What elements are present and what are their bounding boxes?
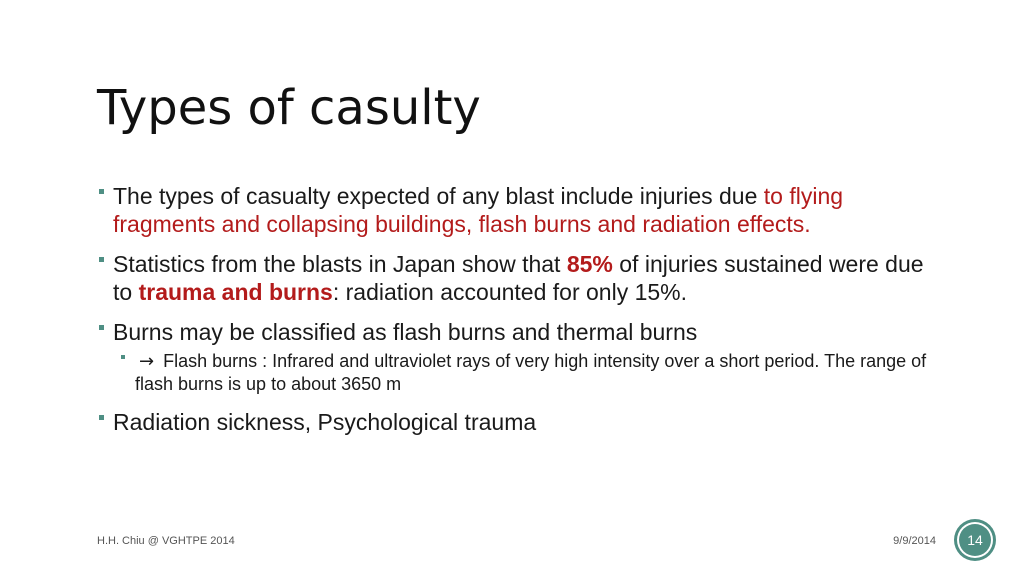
footer-date: 9/9/2014 <box>893 535 936 547</box>
bullet-text: The types of casualty expected of any blast include injuries due <box>113 183 764 209</box>
bullet-text: Burns may be classified as flash burns and thermal burns <box>113 319 698 345</box>
footer-author: H.H. Chiu @ VGHTPE 2014 <box>97 535 235 547</box>
bullet-marker <box>99 415 104 420</box>
highlight-text: to flying fragments and collapsing buildings, flash burns and radiation effects. <box>113 183 844 237</box>
bullet-marker <box>99 257 104 262</box>
bullet-list <box>97 182 937 448</box>
bullet-marker <box>99 189 104 194</box>
bullet-radiation-sickness <box>97 408 937 436</box>
bullet-casualty-types <box>97 182 937 238</box>
sub-bullet-text: Flash burns : Infrared and ultraviolet rays of very high intensity over a short period. The range of flash burns is up to about 3650 m <box>135 351 927 394</box>
sub-bullet-flash-burns <box>113 350 937 396</box>
bullet-text: Radiation sickness, Psychological trauma <box>113 409 537 435</box>
bullet-text: of injuries sustained were due to <box>113 251 924 305</box>
bullet-text: : radiation accounted for only 15%. <box>332 279 688 305</box>
highlight-percent: 85% <box>566 251 613 277</box>
slide-title: Types of casulty <box>97 80 481 136</box>
bullet-text: Statistics from the blasts in Japan show that <box>113 251 567 277</box>
page-number-badge: 14 <box>957 522 993 558</box>
bullet-marker <box>99 325 104 330</box>
bullet-statistics <box>97 250 937 306</box>
arrow-right-icon: → <box>139 351 155 372</box>
highlight-trauma-burns: trauma and burns <box>138 279 333 305</box>
bullet-burn-classification <box>97 318 937 396</box>
sub-bullet-list <box>113 350 937 396</box>
sub-bullet-marker <box>121 355 125 359</box>
